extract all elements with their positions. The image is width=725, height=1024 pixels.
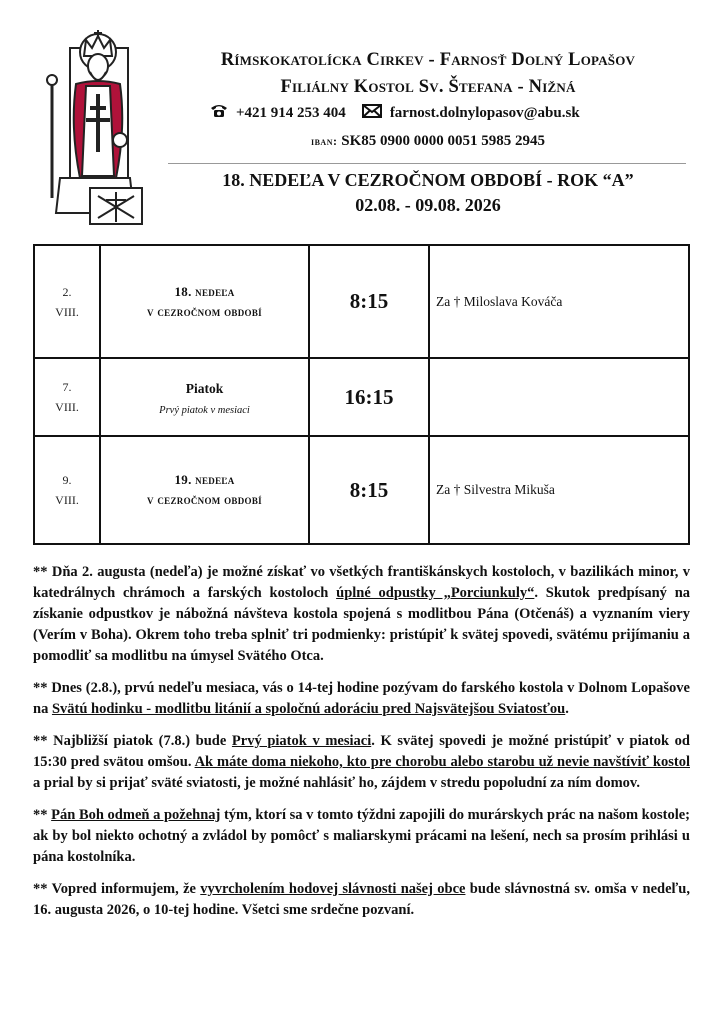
date-day: 7. (62, 380, 72, 394)
day-note: Prvý piatok v mesiaci (159, 404, 250, 416)
announcement-text: ** Vopred informujem, že (33, 881, 201, 897)
page-title: 18. NEDEĽA V CEZROČNOM OBDOBÍ - ROK “A” (222, 170, 634, 190)
date-month: VIII. (55, 400, 79, 414)
date-month: VIII. (55, 304, 79, 319)
parish-name: Rímskokatolícka Cirkev - Farnosť Dolný Lopašov (220, 50, 636, 70)
announcement-highlight: Pán Boh odmeň a požehnaj (51, 807, 221, 823)
announcement-text: . Skutok predpísaný na získanie odpustkov je nábožná návšteva kostola spojená s modlitbou Pána (Otčenáš) a vyznaním viery (Verím v Boha). Okrem toho treba splniť tri podmienky: pristúpiť k svätej spovedi, svätému prijímaniu a pomodliť sa modlitbu na úmysel Svätého Otca. (33, 585, 691, 664)
day-subtitle: v cezročnom období (147, 492, 262, 507)
announcement-text: a prial by si prijať sväté sviatosti, je možné nahlásiť ho, zájdem v stredu popoludní za ním domov. (33, 775, 640, 791)
time-cell: 16:15 (309, 358, 429, 436)
announcement-paragraph (33, 678, 690, 720)
phone-number[interactable]: +421 914 253 404 (236, 104, 346, 121)
announcement-paragraph (33, 879, 690, 921)
table-row (34, 245, 689, 358)
table-row (34, 358, 689, 436)
announcements (33, 562, 690, 932)
intention-cell: Za † Silvestra Mikuša (429, 436, 689, 544)
announcement-text: tým, ktorí sa v tomto týždni zapojili do murárskych prác na našom kostole; ak by bol niekto ochotný a zvládol by pomôcť s maliarskymi prácami na lešení, nech sa prosím prihlási u pána kostolníka. (33, 807, 690, 865)
envelope-icon (362, 104, 382, 123)
announcement-paragraph (33, 805, 690, 868)
iban-line (168, 133, 688, 150)
intention-cell: Za † Miloslava Kováča (429, 245, 689, 358)
date-range: 02.08. - 09.08. 2026 (355, 195, 501, 215)
announcement-text: . K svätej spovedi je možné pristúpiť v piatok od 15:30 pred svätou omšou. (33, 733, 690, 770)
table-row (34, 436, 689, 544)
date-cell (34, 358, 100, 436)
announcement-text: ** (33, 807, 52, 823)
day-name: Piatok (185, 380, 224, 396)
email-address[interactable]: farnost.dolnylopasov@abu.sk (389, 104, 580, 121)
time-cell: 8:15 (309, 436, 429, 544)
announcement-text: ** Dňa 2. augusta (nedeľa) je možné získať vo všetkých františkánskych kostoloch, v bazilikách minor, v katedrálnych chrámoch a farských kostoloch (33, 564, 690, 601)
church-name: Filiálny Kostol Sv. Štefana - Nižná (280, 77, 576, 97)
date-cell (34, 436, 100, 544)
day-subtitle: v cezročnom období (147, 303, 262, 319)
time-cell: 8:15 (309, 245, 429, 358)
announcement-text: ** Dnes (2.8.), prvú nedeľu mesiaca, vás o 14-tej hodine pozývam do farského kostola v Dolnom Lopašove na (33, 680, 690, 717)
header-divider (168, 163, 686, 164)
announcement-paragraph (33, 562, 690, 667)
day-cell (100, 358, 309, 436)
saint-stephen-crest-icon (30, 28, 160, 228)
iban-label: iban: (310, 134, 338, 148)
announcement-highlight: úplné odpustky „Porciunkuly“ (336, 585, 535, 601)
date-month: VIII. (55, 493, 79, 507)
intention-cell (429, 358, 689, 436)
day-name: 18. nedeľa (174, 283, 235, 299)
date-day: 2. (62, 284, 72, 299)
announcement-paragraph (33, 731, 690, 794)
announcement-highlight: Svätú hodinku - modlitbu litánií a spoločnú adoráciu pred Najsvätejšou Sviatosťou (51, 701, 566, 717)
iban-value: SK85 0900 0000 0051 5985 2945 (341, 133, 545, 149)
day-name: 19. nedeľa (174, 472, 235, 487)
announcement-text: . (565, 701, 569, 717)
announcement-highlight: Ak máte doma niekoho, kto pre chorobu alebo starobu už nevie navštíviť kostol (194, 754, 690, 770)
announcement-text: bude slávnostná sv. omša v nedeľu, 16. augusta 2026, o 10-tej hodine. Všetci sme srdečne pozvaní. (33, 881, 690, 918)
date-cell (34, 245, 100, 358)
mass-schedule-table (33, 244, 690, 545)
contact-line (210, 103, 580, 123)
day-cell (100, 245, 309, 358)
announcement-highlight: Prvý piatok v mesiaci (231, 733, 372, 749)
announcement-text: ** Najbližší piatok (7.8.) bude (33, 733, 232, 749)
day-cell (100, 436, 309, 544)
announcement-highlight: vyvrcholením hodovej slávnosti našej obce (200, 881, 466, 897)
phone-icon (210, 103, 228, 123)
date-day: 9. (62, 473, 72, 487)
